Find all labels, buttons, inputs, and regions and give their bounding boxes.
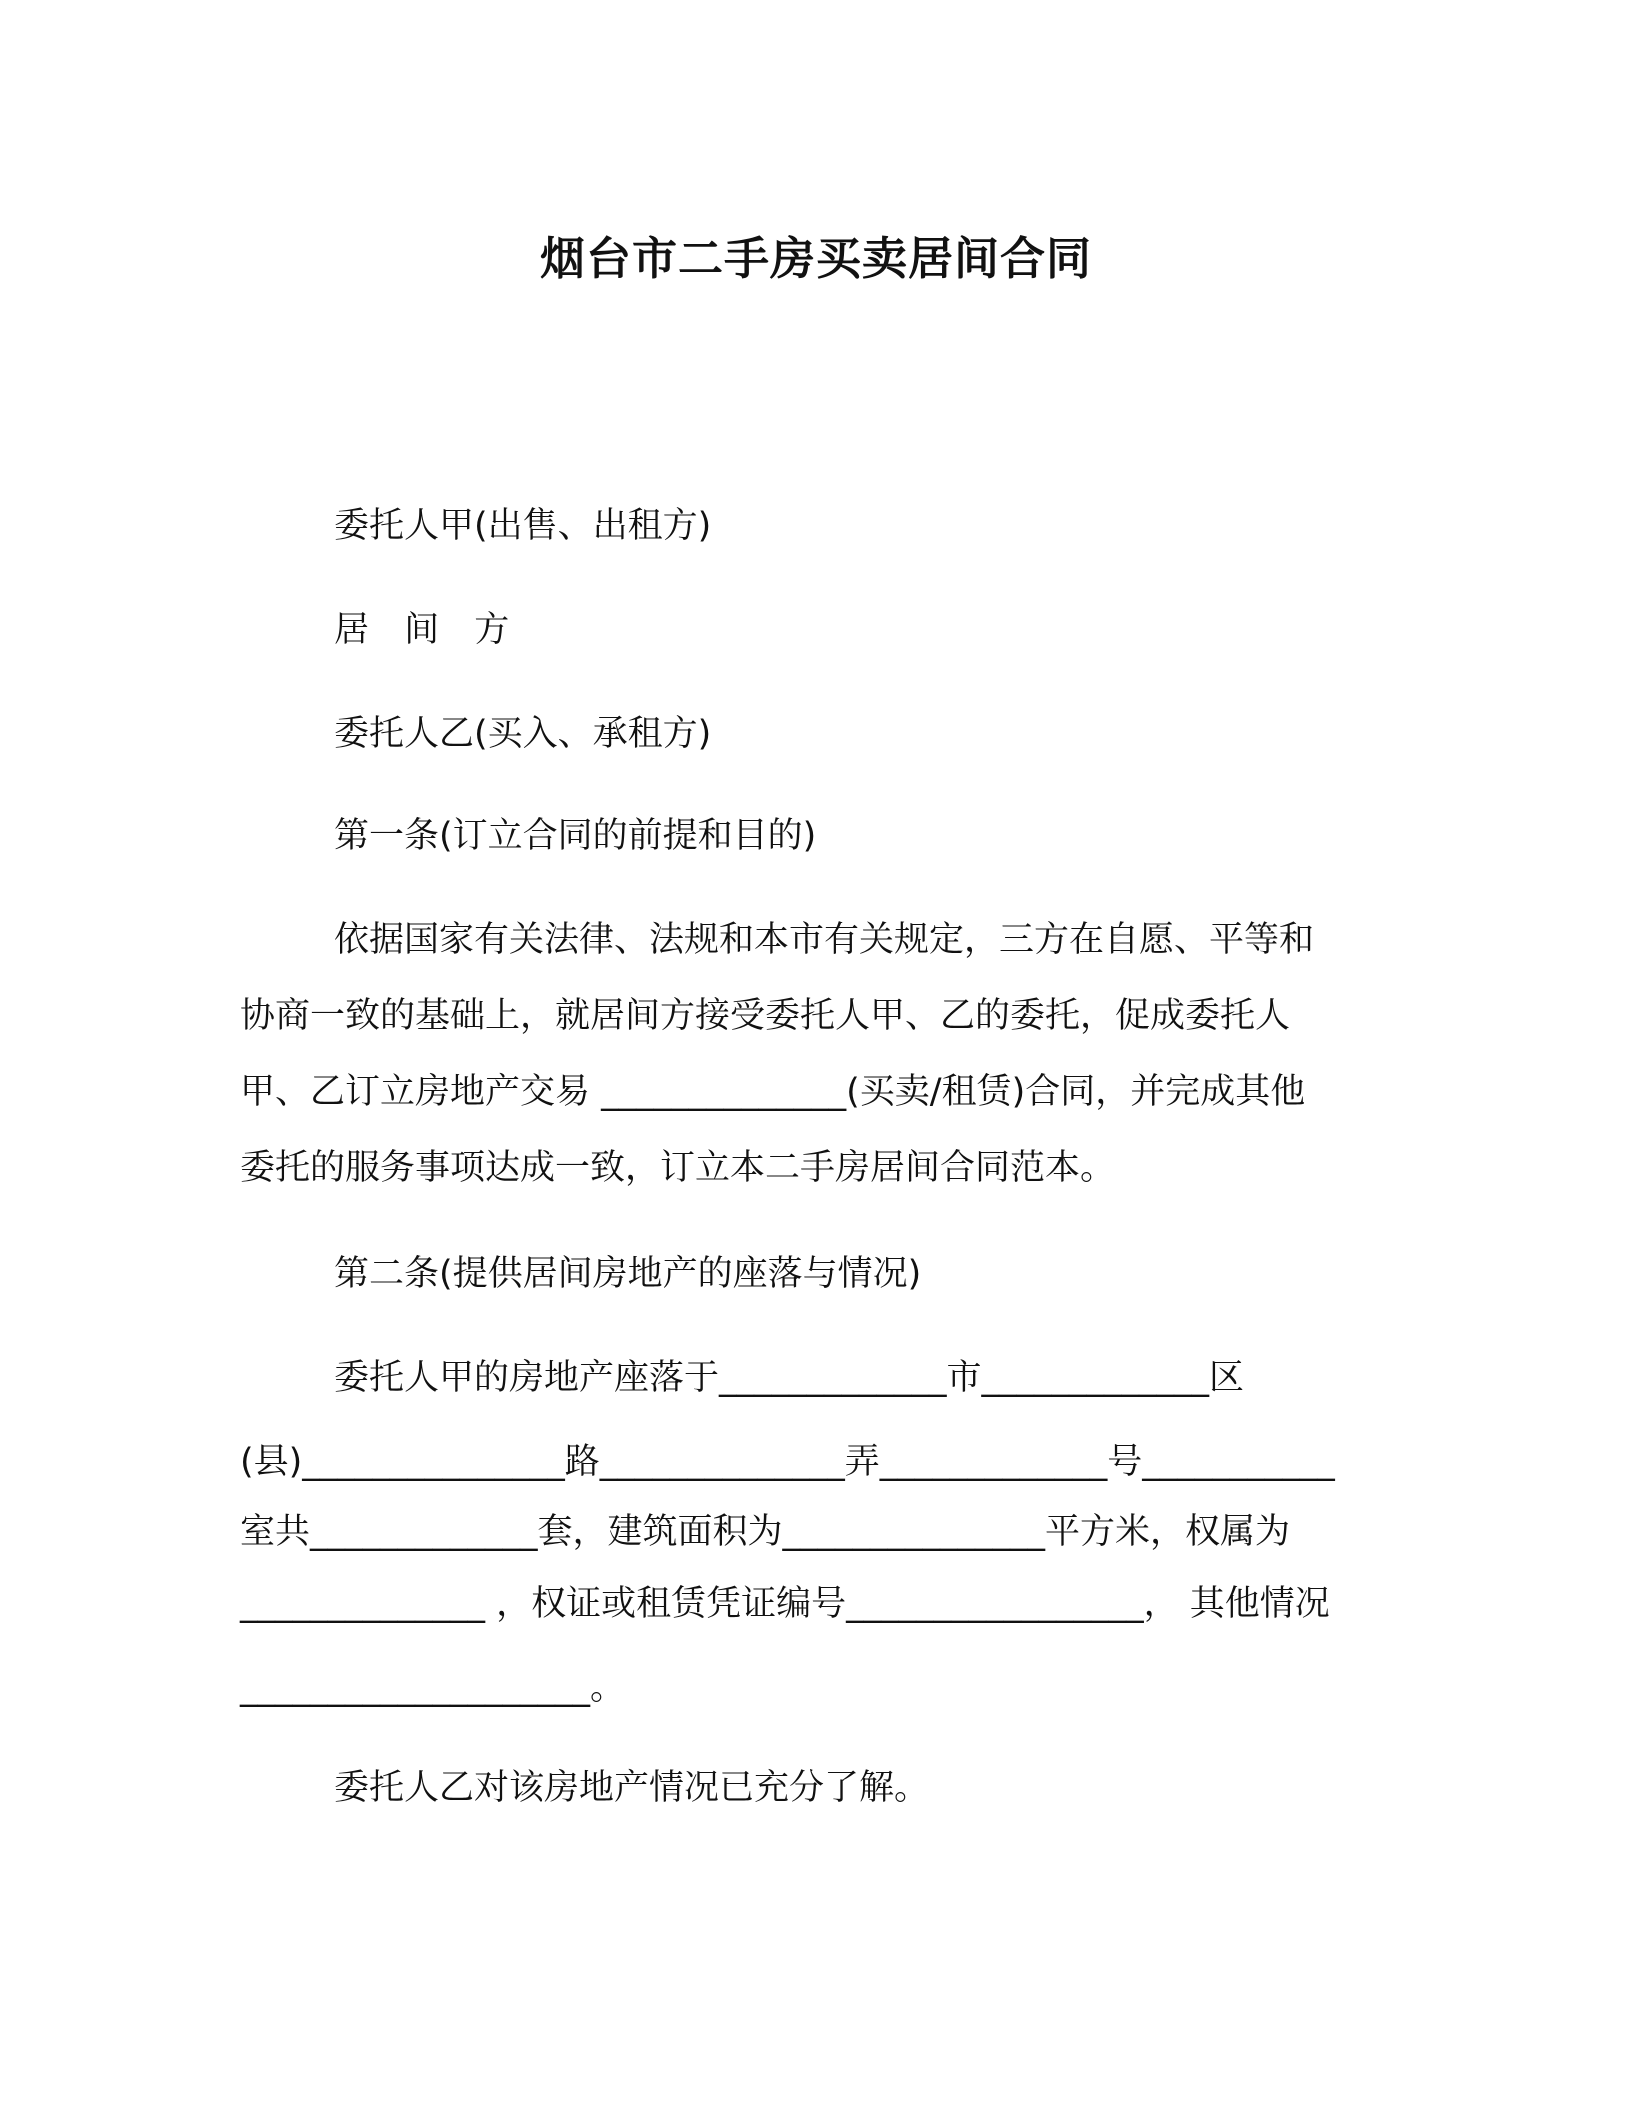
intermediary-label: 居 间 方	[334, 610, 522, 650]
document-title: 烟台市二手房买卖居间合同	[539, 232, 1092, 285]
article-1-text-line-3: 甲、乙订立房地产交易 ______________(买卖/租赁)合同，并完成其他	[240, 1072, 1306, 1112]
article-1-text-line-2: 协商一致的基础上，就居间方接受委托人甲、乙的委托，促成委托人	[240, 996, 1291, 1036]
article-2-text-line-3: 室共_____________套，建筑面积为_______________平方米，权属为	[240, 1512, 1291, 1552]
article-2-text-line-4: ______________ ，权证或租赁凭证编号_________________， 其他情况	[240, 1584, 1330, 1624]
article-2-text-line-2: (县)_______________路______________弄_____________号___________	[240, 1442, 1335, 1482]
party-b-label: 委托人乙(买入、承租方)	[334, 714, 712, 754]
article-1-text-line-4: 委托的服务事项达成一致，订立本二手房居间合同范本。	[240, 1148, 1116, 1188]
article-2-text-line-1: 委托人甲的房地产座落于_____________市_____________区	[334, 1358, 1245, 1398]
article-1-heading: 第一条(订立合同的前提和目的)	[334, 816, 817, 856]
party-b-acknowledgement: 委托人乙对该房地产情况已充分了解。	[334, 1768, 930, 1808]
party-a-label: 委托人甲(出售、出租方)	[334, 506, 712, 546]
article-2-heading: 第二条(提供居间房地产的座落与情况)	[334, 1254, 922, 1294]
article-1-text-line-1: 依据国家有关法律、法规和本市有关规定，三方在自愿、平等和	[334, 920, 1315, 960]
article-2-text-line-5: ____________________。	[240, 1668, 626, 1708]
